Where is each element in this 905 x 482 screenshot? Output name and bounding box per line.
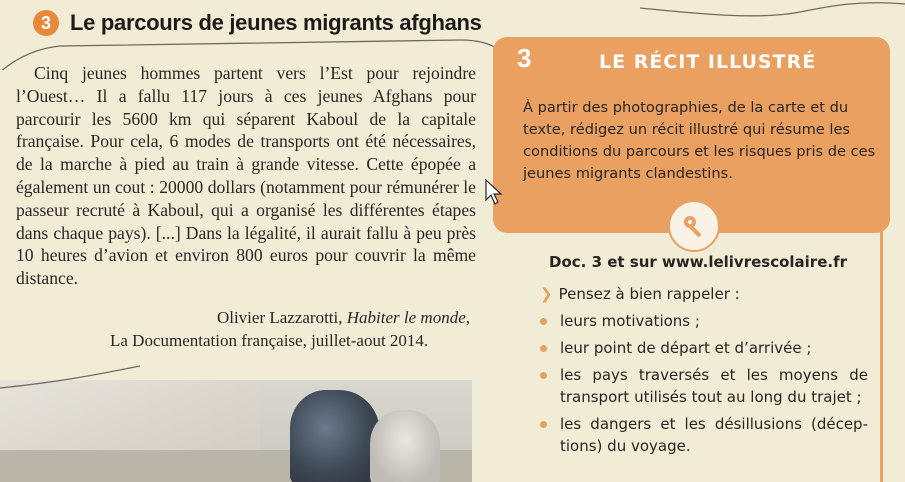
document-number-badge: 3 bbox=[33, 10, 59, 36]
key-icon bbox=[668, 200, 720, 252]
source-separator: , bbox=[465, 308, 470, 327]
list-item: les pays traversés et les moyens de transport utilisés tout au long du trajet ; bbox=[548, 364, 868, 408]
document-text bbox=[16, 62, 476, 290]
exercise-number: 3 bbox=[517, 43, 532, 73]
list-item: leurs motivations ; bbox=[548, 310, 868, 332]
source-author: Olivier Lazzarotti, bbox=[216, 308, 347, 327]
list-item: leur point de départ et d’arrivée ; bbox=[548, 337, 868, 359]
list-item: les dangers et les désillusions (décep-tions) du voyage. bbox=[548, 413, 868, 457]
exercise-title: LE RÉCIT ILLUSTRÉ bbox=[599, 51, 817, 73]
chevron-right-icon: ❯ bbox=[540, 285, 553, 303]
document-paragraph: Cinq jeunes hommes partent vers l’Est pour rejoindre l’Ouest… Il a fallu 117 jours à ces jeunes Afghans pour parcourir les 5600 km qui séparent Kaboul de la capitale française. Pour cela, 6 modes de transports ont été nécessaires, de la marche à pied au train à grande vitesse. Cette épopée a également un cout : 20000 dollars (notamment pour rémunérer le passeur recruté à Kaboul, qui a organisé les différentes étapes dans chaque pays). [...] Dans la légalité, il aurait fallu à peu près 10 heures d’avion et environ 800 euros pour couvrir la même distance. bbox=[16, 63, 476, 289]
migrants-photo bbox=[0, 380, 472, 482]
reference-link[interactable]: Doc. 3 et sur www.lelivrescolaire.fr bbox=[549, 253, 848, 271]
sidebar-rule bbox=[880, 220, 883, 482]
document-title: Le parcours de jeunes migrants afghans bbox=[70, 10, 482, 35]
source-publisher: La Documentation française, juillet-aout 2014. bbox=[110, 331, 429, 350]
bullet-icon bbox=[540, 345, 547, 352]
bullet-icon bbox=[540, 318, 547, 325]
mouse-cursor-icon bbox=[484, 178, 504, 206]
decorative-curve-2 bbox=[0, 360, 480, 390]
reminder-list bbox=[548, 310, 868, 462]
bullet-icon bbox=[540, 421, 547, 428]
source-work: Habiter le monde bbox=[346, 308, 466, 327]
remember-label: Pensez à bien rappeler : bbox=[558, 285, 740, 303]
document-source bbox=[110, 306, 470, 352]
exercise-instruction: À partir des photographies, de la carte et du texte, rédigez un récit illustré qui résume les conditions du parcours et les risques pris de ces jeunes migrants clandestins. bbox=[523, 99, 876, 182]
bullet-icon bbox=[540, 372, 547, 379]
remember-heading bbox=[540, 285, 740, 303]
